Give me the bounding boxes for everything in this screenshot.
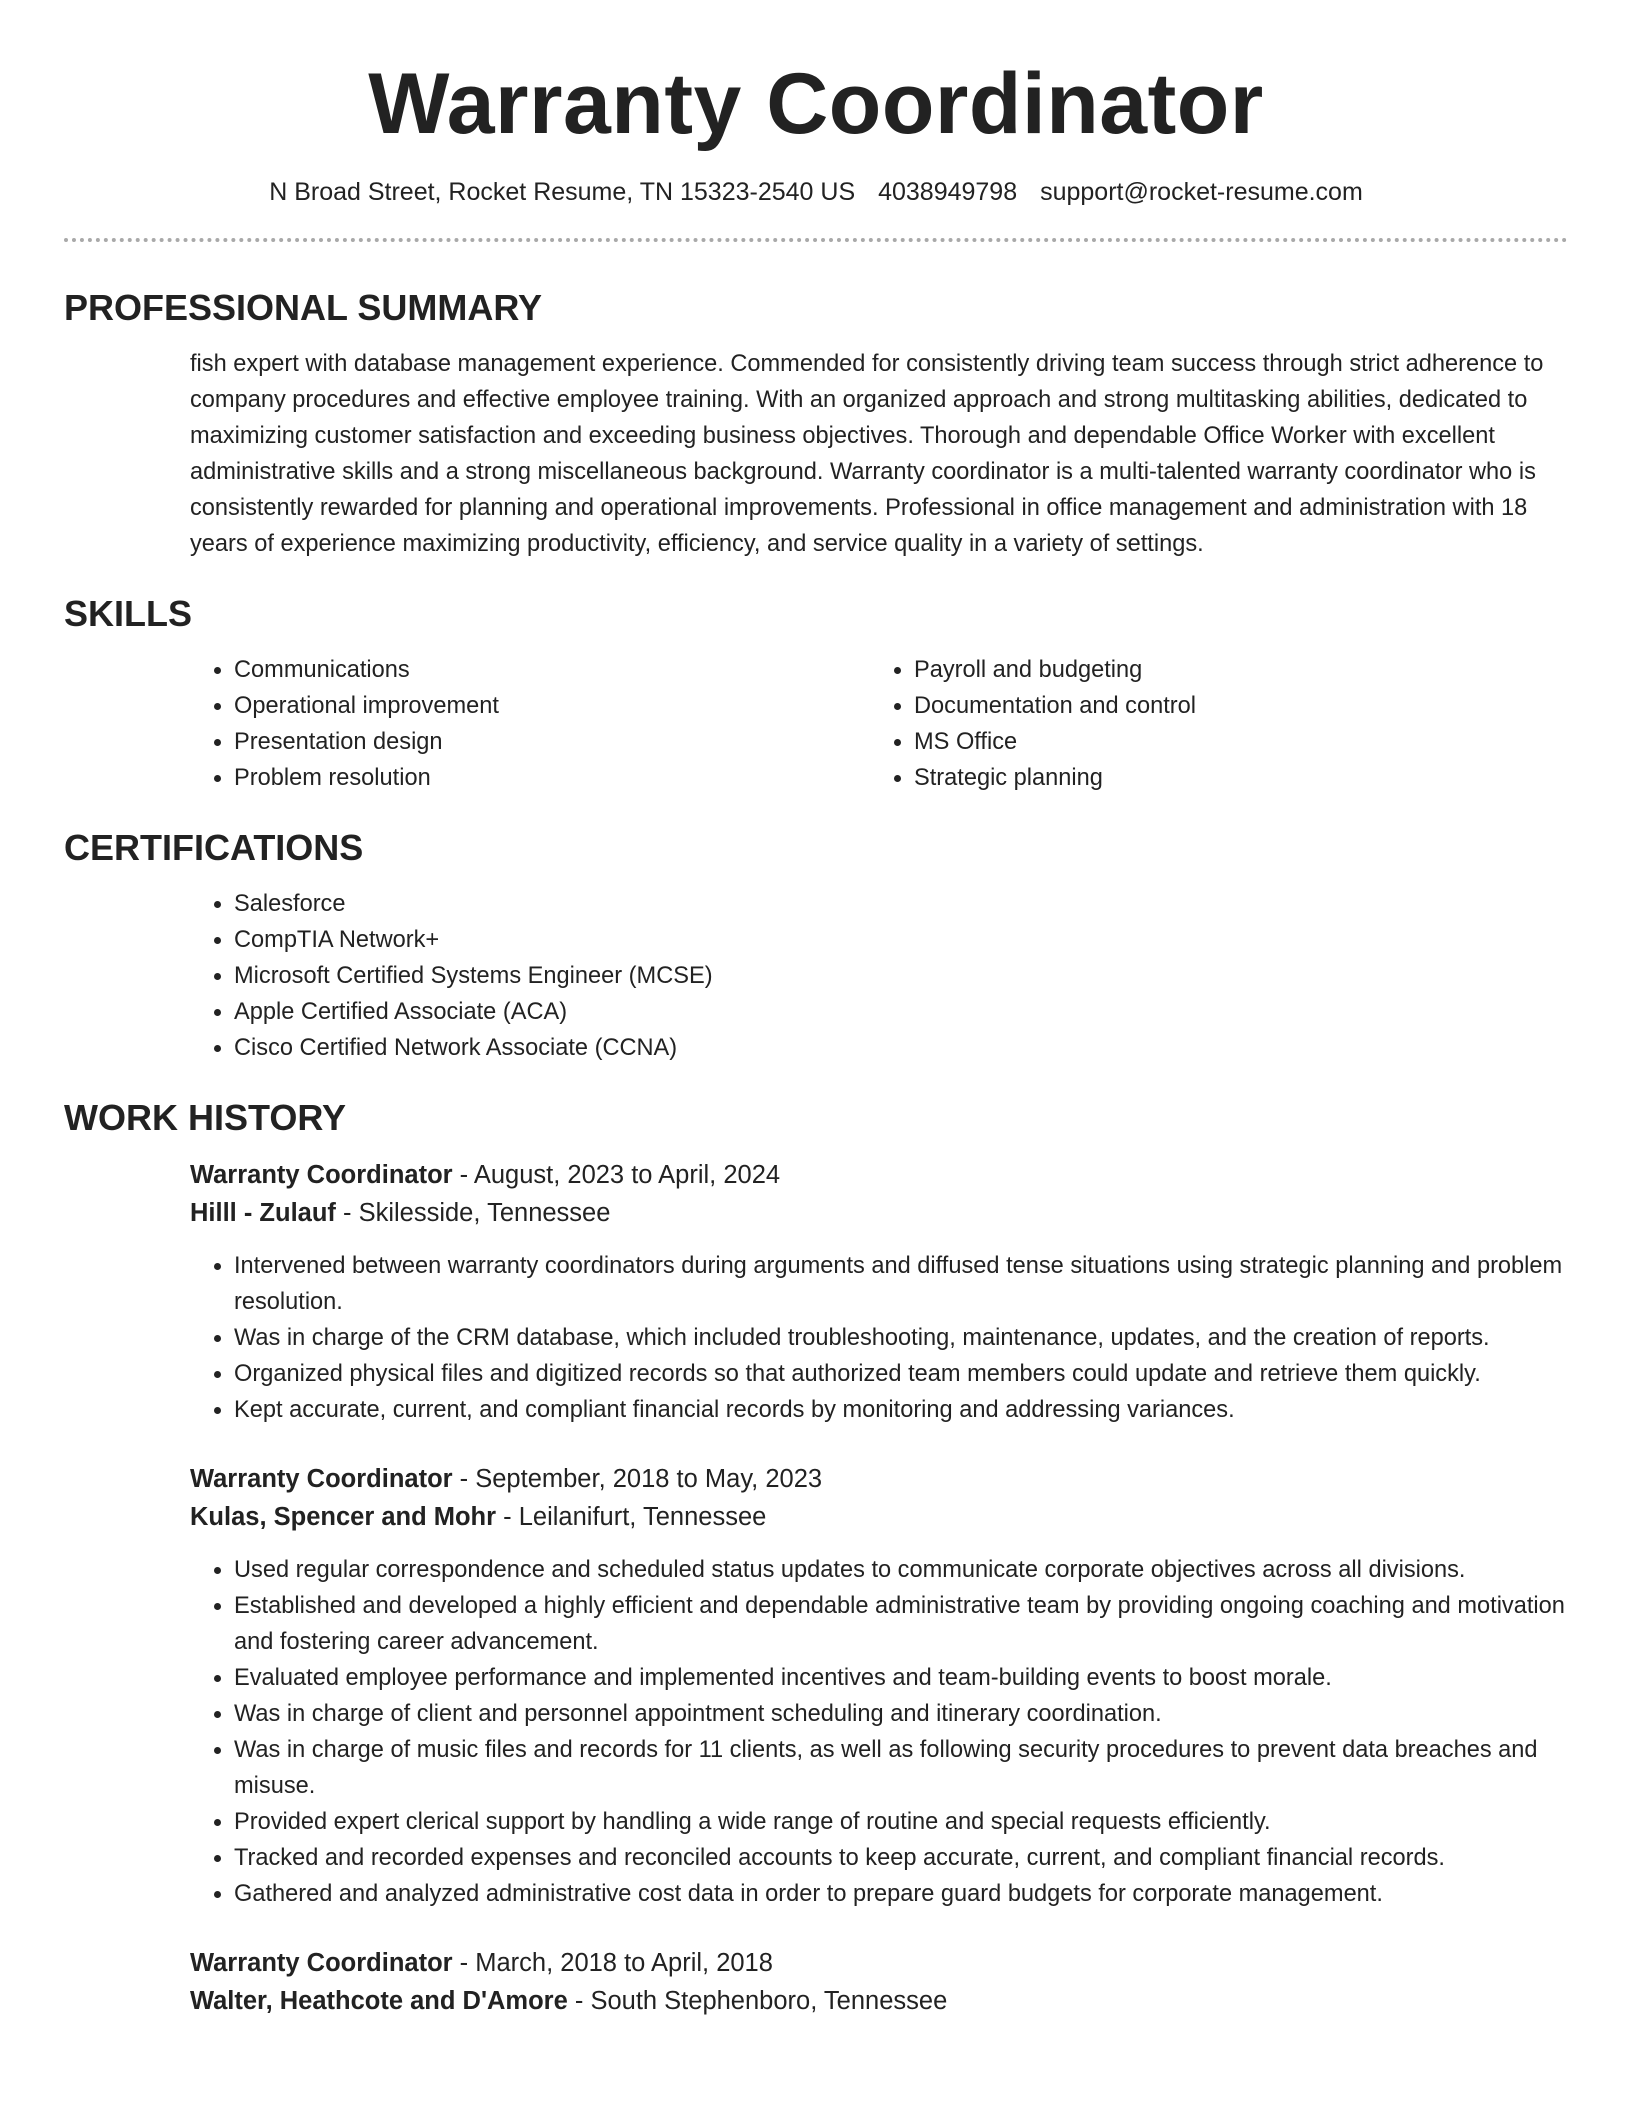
certification-item: • Apple Certified Associate (ACA) (234, 994, 1568, 1030)
skill-item: • Strategic planning (914, 760, 1550, 796)
skill-item: • Communications (234, 652, 870, 688)
skills-list-right (870, 652, 1550, 796)
job-entry (64, 1460, 1568, 1912)
certification-item: • Salesforce (234, 886, 1568, 922)
skill-item: • Payroll and budgeting (914, 652, 1550, 688)
job-bullet: • Intervened between warranty coordinators during arguments and diffused tense situations using strategic planning and problem resolution. (234, 1248, 1568, 1320)
job-location: - Leilanifurt, Tennessee (496, 1503, 767, 1531)
certification-item: • Cisco Certified Network Associate (CCNA) (234, 1030, 1568, 1066)
job-company-line (190, 1498, 1568, 1536)
job-company: Walter, Heathcote and D'Amore (190, 1987, 568, 2015)
address: N Broad Street, Rocket Resume, TN 15323-2540 US (269, 178, 856, 206)
job-bullet: • Evaluated employee performance and implemented incentives and team-building events to boost morale. (234, 1660, 1568, 1696)
certifications-heading: CERTIFICATIONS (64, 827, 364, 868)
job-title: Warranty Coordinator (190, 1161, 453, 1189)
summary-text: fish expert with database management experience. Commended for consistently driving team success through strict adherence to company procedures and effective employee training. With an organized approach and strong multitasking abilities, dedicated to maximizing customer satisfaction and exceeding business objectives. Thorough and dependable Office Worker with excellent administrative skills and a strong miscellaneous background. Warranty coordinator is a multi-talented warranty coordinator who is consistently rewarded for planning and operational improvements. Professional in office management and administration with 18 years of experience maximizing productivity, efficiency, and service quality in a variety of settings. (190, 351, 1544, 557)
job-company-line (190, 1194, 1568, 1232)
job-dates: - March, 2018 to April, 2018 (452, 1949, 773, 1977)
job-bullet: • Kept accurate, current, and compliant financial records by monitoring and addressing variances. (234, 1392, 1568, 1428)
work-history-heading: WORK HISTORY (64, 1097, 347, 1138)
job-location: - South Stephenboro, Tennessee (567, 1987, 948, 2015)
job-title: Warranty Coordinator (190, 1465, 453, 1493)
summary-heading: PROFESSIONAL SUMMARY (64, 287, 543, 328)
job-location: - Skilesside, Tennessee (335, 1199, 611, 1227)
job-entry (64, 1944, 1568, 2020)
skill-item: • Documentation and control (914, 688, 1550, 724)
job-bullet: • Provided expert clerical support by handling a wide range of routine and special requests efficiently. (234, 1804, 1568, 1840)
job-company: Kulas, Spencer and Mohr (190, 1503, 497, 1531)
job-bullet: • Was in charge of client and personnel appointment scheduling and itinerary coordination. (234, 1696, 1568, 1732)
skill-item: • Presentation design (234, 724, 870, 760)
job-title-line (190, 1460, 1568, 1498)
job-bullets (190, 1552, 1568, 1912)
job-entry (64, 1156, 1568, 1428)
job-bullet: • Used regular correspondence and scheduled status updates to communicate corporate objectives across all divisions. (234, 1552, 1568, 1588)
contact-line (64, 176, 1568, 208)
certifications-list (190, 886, 1568, 1066)
job-bullet: • Established and developed a highly efficient and dependable administrative team by providing ongoing coaching and motivation and fostering career advancement. (234, 1588, 1568, 1660)
email-link[interactable]: support@rocket-resume.com (1040, 178, 1363, 206)
certification-item: • CompTIA Network+ (234, 922, 1568, 958)
job-dates: - August, 2023 to April, 2024 (452, 1161, 781, 1189)
job-bullet: • Gathered and analyzed administrative cost data in order to prepare guard budgets for corporate management. (234, 1876, 1568, 1912)
phone: 4038949798 (878, 178, 1018, 206)
skill-item: • MS Office (914, 724, 1550, 760)
job-bullet: • Was in charge of the CRM database, which included troubleshooting, maintenance, updates, and the creation of reports. (234, 1320, 1568, 1356)
job-title-line (190, 1944, 1568, 1982)
certification-item: • Microsoft Certified Systems Engineer (MCSE) (234, 958, 1568, 994)
job-bullets (190, 1248, 1568, 1428)
skills-list-left (190, 652, 870, 796)
skills-heading: SKILLS (64, 593, 193, 634)
job-company-line (190, 1982, 1568, 2020)
job-title: Warranty Coordinator (190, 1949, 453, 1977)
job-company: Hilll - Zulauf (190, 1199, 336, 1227)
skills-grid (64, 652, 1568, 796)
skill-item: • Problem resolution (234, 760, 870, 796)
job-bullet: • Was in charge of music files and records for 11 clients, as well as following security procedures to prevent data breaches and misuse. (234, 1732, 1568, 1804)
resume-title: Warranty Coordinator (368, 56, 1264, 152)
header-divider (64, 238, 1568, 242)
skill-item: • Operational improvement (234, 688, 870, 724)
job-bullet: • Organized physical files and digitized records so that authorized team members could update and retrieve them quickly. (234, 1356, 1568, 1392)
job-bullet: • Tracked and recorded expenses and reconciled accounts to keep accurate, current, and compliant financial records. (234, 1840, 1568, 1876)
job-title-line (190, 1156, 1568, 1194)
job-dates: - September, 2018 to May, 2023 (452, 1465, 823, 1493)
